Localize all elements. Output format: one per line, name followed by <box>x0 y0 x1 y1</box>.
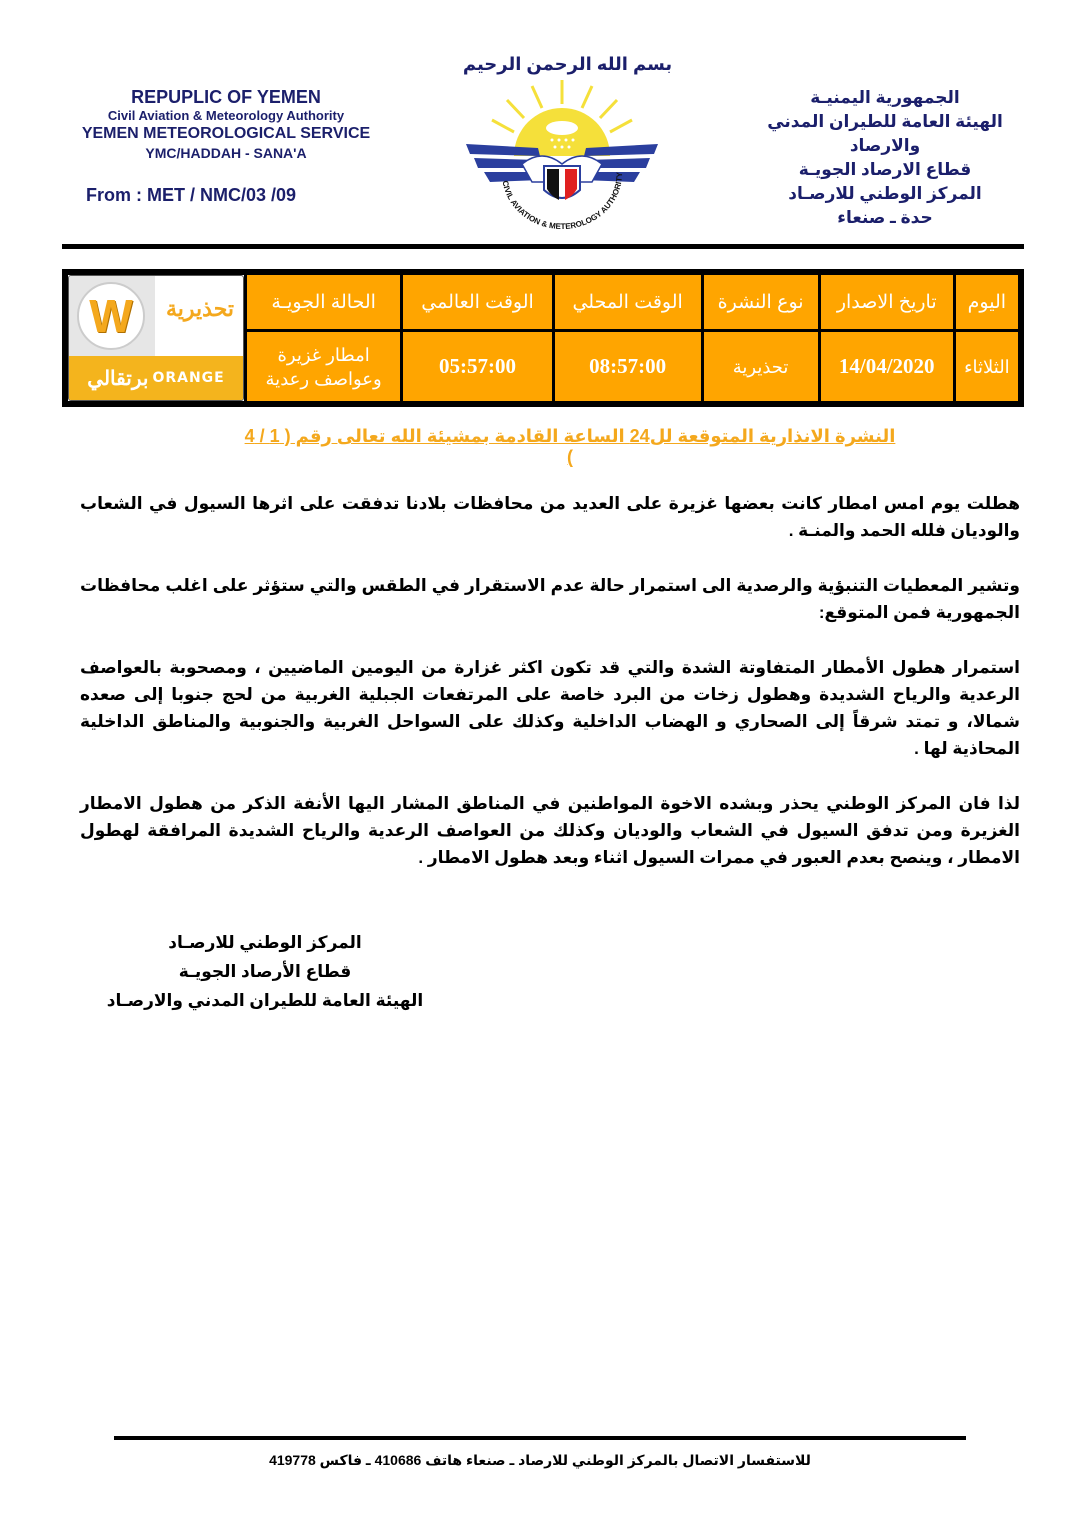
signature-line-1: المركز الوطني للارصـاد <box>168 933 362 952</box>
service-name-en: YEMEN METEOROLOGICAL SERVICE <box>81 125 371 142</box>
header-utc-time: الوقت العالمي <box>402 274 554 331</box>
header-day: اليوم <box>954 274 1019 331</box>
warning-level-ar: برتقالي <box>87 367 149 390</box>
country-name-ar: الجمهورية اليمنيـة <box>810 88 960 107</box>
header-weather-condition: الحالة الجويـة <box>246 274 402 331</box>
basmala: بسم الله الرحمن الرحيم <box>462 54 673 74</box>
table-header-row <box>67 274 1020 331</box>
header-bulletin-type: نوع النشرة <box>702 274 819 331</box>
location-en: YMC/HADDAH - SANA'A <box>145 145 307 161</box>
warning-level-badge <box>68 275 244 401</box>
emblem-ring-text: CIVIL AVIATION & METEROLOGY AUTHORITY <box>500 171 625 232</box>
weather-line-2: وعواصف رعدية <box>265 368 382 389</box>
authority-name-ar: الهيئة العامة للطيران المدني والارصاد <box>767 112 1003 155</box>
country-name-en: REPUPLIC OF YEMEN <box>131 87 321 107</box>
signature-line-2: قطاع الأرصاد الجويـة <box>178 962 352 981</box>
bulletin-info-table <box>62 269 1024 407</box>
warning-w-icon: W <box>77 282 145 350</box>
signature-line-3: الهيئة العامة للطيران المدني والارصـاد <box>106 991 424 1010</box>
weather-line-1: امطار غزيرة <box>277 344 370 365</box>
paragraph-outlook: وتشير المعطيات التنبؤية والرصدية الى استمرار حالة عدم الاستقرار في الطقس والتي ستؤثر على اغلب محافظات الجمهورية فمن المتوقع: <box>80 576 1020 622</box>
warning-level-strip <box>69 356 243 400</box>
value-issue-date: 14/04/2020 <box>819 331 954 403</box>
sector-name-ar: قطاع الارصاد الجويـة <box>798 160 972 179</box>
footer-divider <box>114 1436 966 1440</box>
header-divider <box>62 244 1024 249</box>
value-utc-time: 05:57:00 <box>402 331 554 403</box>
contact-footer: للاستفسار الاتصال بالمركز الوطني للارصاد ـ صنعاء هاتف 410686 ـ فاكس 419778 <box>269 1452 811 1468</box>
sender-reference: From : MET / NMC/03 /09 <box>86 185 297 205</box>
value-bulletin-type: تحذيرية <box>702 331 819 403</box>
paragraph-observations: هطلت يوم امس امطار كانت بعضها غزيرة على العديد من محافظات بلادنا تدفقت على اثرها السيول في الشعاب والوديان فلله الحمد والمنـة . <box>80 494 1020 540</box>
paragraph-forecast: استمرار هطول الأمطار المتفاوتة الشدة والتي قد تكون اكثر غزارة من اليومين الماضيين ، ومصحوبة بالعواصف الرعدية والرياح الشديدة وهطول زخات من البرد خاصة على المرتفعات الجبلية الغربية من لحج جنوبا إلى صعده شمالا، و تمتد شرقاً إلى الصحاري و الهضاب الداخلية وكذلك على السواحل الغربية والجنوبية والمناطق الداخلية المحاذية لها . <box>80 658 1020 758</box>
value-local-time: 08:57:00 <box>553 331 702 403</box>
arabic-letterhead <box>730 86 1040 230</box>
paragraph-warning: لذا فان المركز الوطني يحذر وبشده الاخوة المواطنين في المناطق المشار اليها الأنفة الذكر من هطول الامطار الغزيرة ومن تدفق السيول في الشعاب والوديان وكذلك من العواصف الرعدية والرياح الشديدة المرافقة لهطول الامطار ، وينصح بعدم العبور في ممرات السيول اثناء وبعد هطول الامطار . <box>80 794 1020 867</box>
header-issue-date: تاريخ الاصدار <box>819 274 954 331</box>
signature-block <box>100 928 430 1015</box>
authority-emblem-icon <box>462 78 662 233</box>
location-ar: حدة ـ صنعاء <box>837 208 933 227</box>
english-letterhead <box>66 86 386 162</box>
warning-badge-cell <box>67 274 246 403</box>
authority-name-en: Civil Aviation & Meteorology Authority <box>107 108 345 123</box>
warning-label: تحذيرية <box>165 296 235 321</box>
warning-level-en: ORANGE <box>152 370 225 386</box>
header-local-time: الوقت المحلي <box>553 274 702 331</box>
bulletin-subtitle: النشرة الانذارية المتوقعة لل24 الساعة القادمة بمشيئة الله تعالى رقم ( 1 / 4 ) <box>244 426 896 467</box>
value-day: الثلاثاء <box>954 331 1019 403</box>
value-weather-condition <box>246 331 402 403</box>
center-name-ar: المركز الوطني للارصـاد <box>788 184 982 203</box>
yemen-flag-shield-icon <box>544 166 580 200</box>
